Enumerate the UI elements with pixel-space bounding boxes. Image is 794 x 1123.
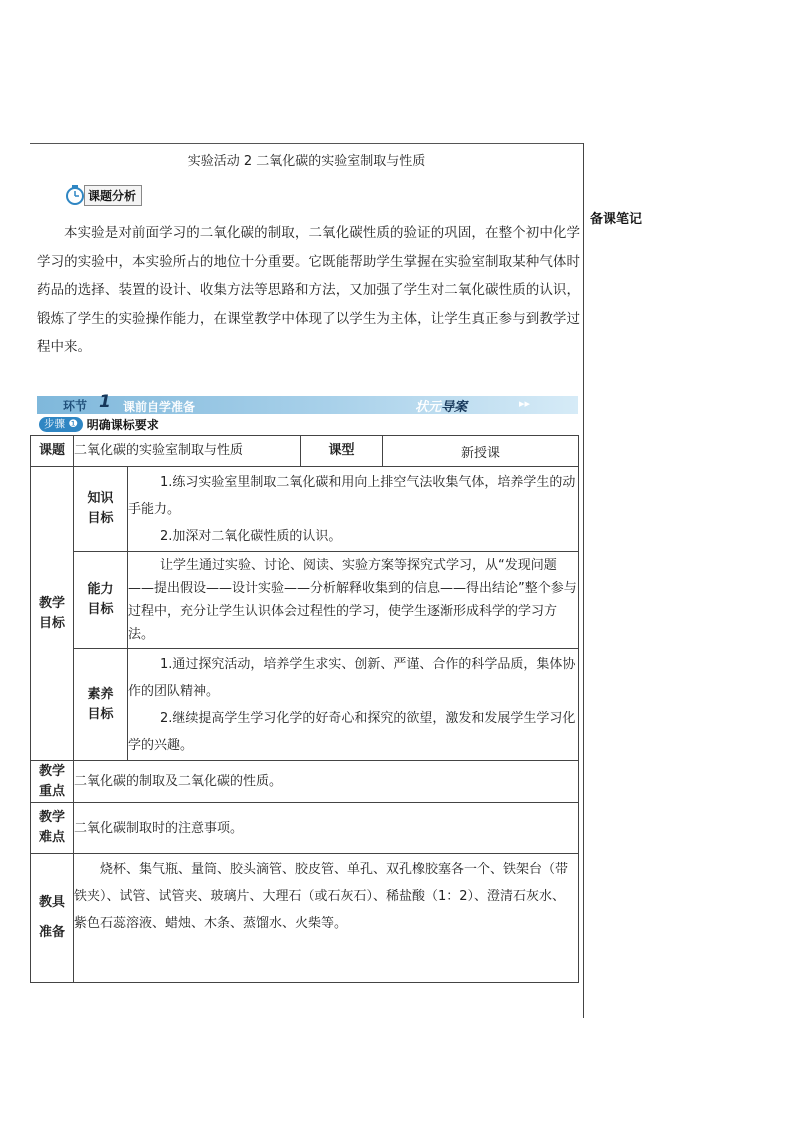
banner-section-label: 环节 [63, 399, 88, 413]
table-row [31, 649, 579, 761]
top-rule [30, 143, 583, 144]
table-row [31, 467, 579, 552]
table-row [31, 552, 579, 649]
notes-divider [583, 143, 584, 1018]
intro-paragraph: 本实验是对前面学习的二氧化碳的制取，二氧化碳性质的验证的巩固，在整个初中化学学习的实验中，本实验所占的地位十分重要。它既能帮助学生掌握在实验室制取某种气体时药品的选择、装置的设计、收集方法等思路和方法，又加强了学生对二氧化碳性质的认识，锻炼了学生的实验操作能力，在课堂教学中体现了以学生为主体，让学生真正参与到教学过程中来。 [37, 225, 580, 355]
type-label: 课型 [301, 436, 383, 467]
banner-section-number: 1 [99, 392, 111, 412]
tools-value: 烧杯、集气瓶、量筒、胶头滴管、胶皮管、单孔、双孔橡胶塞各一个、铁架台（带铁夹）、试管、试管夹、玻璃片、大理石（或石灰石）、稀盐酸（1：2）、澄清石灰水、紫色石蕊溶液、蜡烛、木条、蒸馏水、火柴等。 [74, 854, 579, 983]
key-value: 二氧化碳的制取及二氧化碳的性质。 [74, 761, 579, 803]
step-heading [39, 416, 159, 433]
lesson-table [30, 435, 579, 983]
step-text: 明确课标要求 [86, 418, 159, 432]
topic-value: 二氧化碳的实验室制取与性质 [74, 436, 301, 467]
difficulty-value: 二氧化碳制取时的注意事项。 [74, 803, 579, 854]
side-notes-label: 备课笔记 [590, 212, 643, 227]
analysis-label: 课题分析 [84, 185, 142, 206]
double-arrow-icon: ▸▸ [519, 397, 531, 410]
literacy-goals: 1.通过探究活动，培养学生求实、创新、严谨、合作的科学品质，集体协作的团队精神。 2.继续提高学生学习化学的好奇心和探究的欲望，激发和发展学生学习化学的兴趣。 [128, 649, 579, 761]
topic-label: 课题 [31, 436, 74, 467]
difficulty-label: 教学难点 [31, 803, 74, 854]
banner-stage: 课前自学准备 [123, 400, 196, 414]
table-row [31, 854, 579, 983]
goals-label: 教学目标 [31, 467, 74, 761]
knowledge-label: 知识目标 [74, 467, 128, 552]
banner-guide: 状元导案 [415, 400, 468, 415]
table-row [31, 436, 579, 467]
section-banner [37, 392, 578, 415]
literacy-label: 素养目标 [74, 649, 128, 761]
page-title: 实验活动 2 二氧化碳的实验室制取与性质 [187, 154, 426, 169]
clock-icon [64, 184, 86, 206]
step-pill: 步骤 ❶ [39, 417, 83, 432]
tools-label: 教具准备 [31, 854, 74, 983]
ability-label: 能力目标 [74, 552, 128, 649]
knowledge-goals: 1.练习实验室里制取二氧化碳和用向上排空气法收集气体，培养学生的动手能力。 2.加深对二氧化碳性质的认识。 [128, 467, 579, 552]
type-value: 新授课 [383, 436, 579, 467]
table-row [31, 803, 579, 854]
ability-goals: 让学生通过实验、讨论、阅读、实验方案等探究式学习，从“发现问题——提出假设——设计实验——分析解释收集到的信息——得出结论”整个参与过程中，充分让学生认识体会过程性的学习，使学生逐渐形成科学的学习方法。 [128, 552, 579, 649]
key-label: 教学重点 [31, 761, 74, 803]
analysis-badge [64, 184, 142, 206]
table-row [31, 761, 579, 803]
